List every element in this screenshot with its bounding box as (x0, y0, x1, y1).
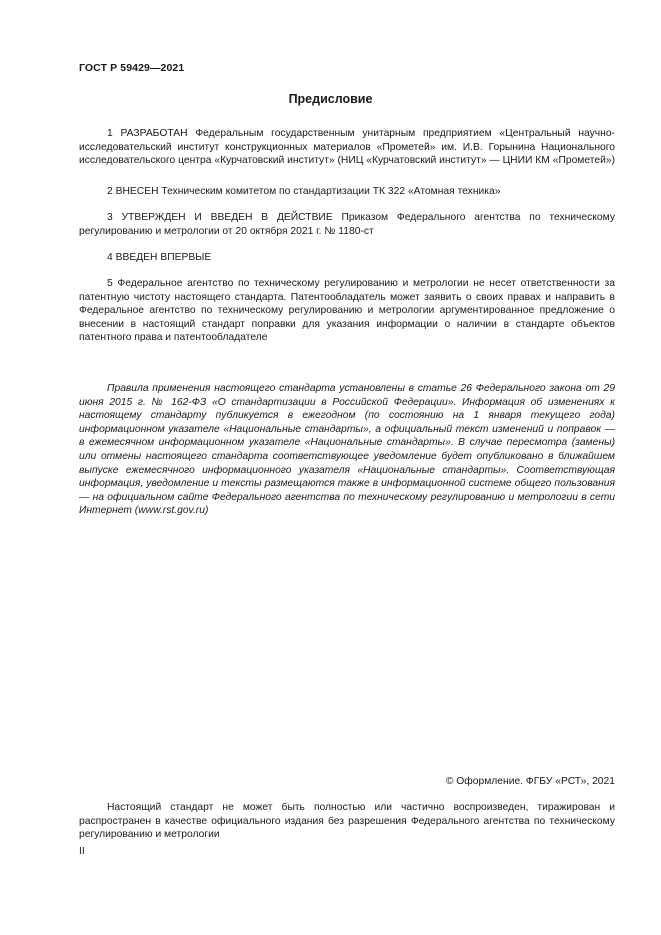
reproduction-notice: Настоящий стандарт не может быть полностью или частично воспроизведен, тиражирован и распространен в качестве официального издания без разрешения Федерального агентства по техническому регулированию и метрологии (79, 802, 615, 841)
foreword-item-5: 5 Федеральное агентство по техническому регулированию и метрологии не несет ответственности за патентную чистоту настоящего стандарта. Патентообладатель может заявить о своих правах и направить в Федеральное агентство по техническому регулированию и метрологии аргументированное предложение о внесении в настоящий стандарт поправки для указания информации о наличии в стандарте объектов патентного права и патентообладателе (79, 278, 615, 344)
page-number: II (79, 846, 85, 857)
foreword-item-3: 3 УТВЕРЖДЕН И ВВЕДЕН В ДЕЙСТВИЕ Приказом Федерального агентства по техническому регулированию и метрологии от 20 октября 2021 г. № 1180-ст (79, 212, 615, 237)
foreword-item-2: 2 ВНЕСЕН Техническим комитетом по стандартизации ТК 322 «Атомная техника» (107, 186, 501, 197)
foreword-item-4: 4 ВВЕДЕН ВПЕРВЫЕ (107, 252, 212, 263)
rules-notice: Правила применения настоящего стандарта установлены в статье 26 Федерального закона от 29 июня 2015 г. № 162-ФЗ «О стандартизации в Российской Федерации». Информация об изменениях к настоящему стандарту публикуется в ежегодном (по состоянию на 1 января текущего года) информационном указателе «Национальные стандарты», а официальный текст изменений и поправок — в ежемесячном информационном указателе «Национальные стандарты». В случае пересмотра (замены) или отмены настоящего стандарта соответствующее уведомление будет опубликовано в ближайшем выпуске ежемесячного информационного указателя «Национальные стандарты». Соответствующая информация, уведомление и тексты размещаются также в информационной системе общего пользования — на официальном сайте Федерального агентства по техническому регулированию и метрологии в сети Интернет (www.rst.gov.ru) (79, 383, 615, 517)
standard-code: ГОСТ Р 59429—2021 (79, 62, 185, 74)
copyright-line: © Оформление. ФГБУ «РСТ», 2021 (445, 776, 615, 787)
page-title: Предисловие (288, 92, 373, 106)
foreword-item-1: 1 РАЗРАБОТАН Федеральным государственным унитарным предприятием «Центральный научно-исследовательский институт конструкционных материалов «Прометей» им. И.В. Горынина Национального исследовательского центра «Курчатовский институт» (НИЦ «Курчатовский институт» — ЦНИИ КМ «Прометей») (79, 128, 615, 167)
